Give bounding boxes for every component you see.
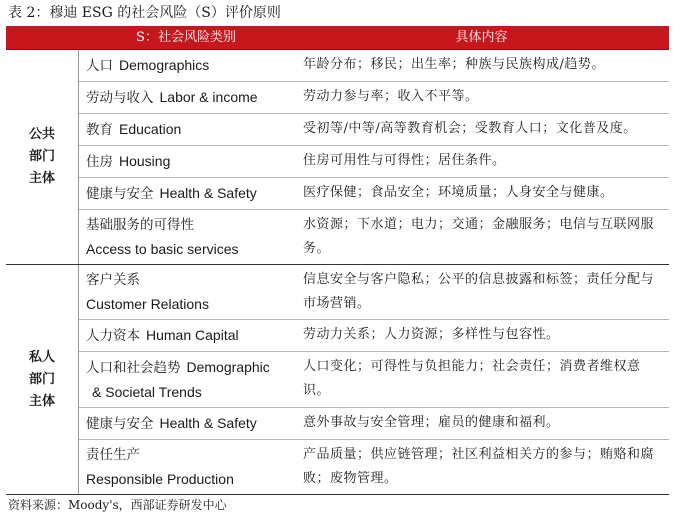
row-content: 年龄分布；移民；出生率；种族与民族构成/趋势。 (303, 57, 605, 72)
category-en: Housing (119, 153, 171, 169)
table-header (6, 26, 669, 49)
header-category-col: S：社会风险类别 (136, 30, 236, 45)
row-content: 水资源；下水道；电力；交通；金融服务；电信与互联网服务。 (303, 217, 655, 256)
group-label: 私人部门主体 (28, 349, 55, 409)
category-zh: 劳动与收入 (86, 90, 154, 106)
group-label: 公共部门主体 (28, 127, 55, 186)
table-row (79, 113, 669, 145)
header-content-col: 具体内容 (455, 30, 508, 45)
category-en: Labor & income (159, 89, 258, 105)
row-content: 医疗保健；食品安全；环境质量；人身安全与健康。 (303, 185, 614, 200)
table-title: 表 2：穆迪 ESG 的社会风险（S）评价原则 (8, 5, 281, 21)
category-zh: 基础服务的可得性 (86, 217, 194, 233)
table-row (79, 145, 669, 177)
category-en-continued: & Societal Trends (92, 384, 202, 400)
category-en: Health & Safety (159, 415, 257, 431)
category-en: Health & Safety (159, 185, 257, 201)
row-content: 劳动力参与率；收入不平等。 (303, 89, 479, 104)
category-zh: 人口和社会趋势 (86, 360, 181, 376)
table-row (79, 209, 669, 264)
category-zh: 健康与安全 (86, 186, 154, 202)
table-row (79, 439, 669, 494)
category-en: Access to basic services (86, 241, 239, 257)
group-private-sector (6, 265, 669, 495)
category-en: Responsible Production (86, 471, 234, 487)
category-zh: 住房 (86, 154, 113, 170)
category-en: Demographic (186, 359, 270, 375)
category-zh: 客户关系 (86, 272, 140, 288)
category-en: Education (119, 121, 182, 137)
table-row (79, 407, 669, 439)
category-en: Demographics (119, 57, 210, 73)
row-content: 信息安全与客户隐私；公平的信息披露和标签；责任分配与市场营销。 (303, 272, 655, 311)
category-zh: 教育 (86, 122, 113, 138)
table-row (79, 351, 669, 407)
category-en: Customer Relations (86, 296, 209, 312)
row-content: 劳动力关系；人力资源；多样性与包容性。 (303, 327, 560, 342)
table-row (79, 265, 669, 319)
table-row (79, 81, 669, 113)
row-content: 受初等/中等/高等教育机会；受教育人口；文化普及度。 (303, 121, 637, 136)
category-zh: 责任生产 (86, 447, 140, 463)
category-zh: 人口 (86, 58, 113, 74)
source-note: 资料来源：Moody's，西部证券研发中心 (8, 498, 227, 512)
category-zh: 人力资本 (86, 328, 140, 344)
group-public-sector (6, 49, 669, 265)
table-row (79, 50, 669, 81)
row-content: 意外事故与安全管理；雇员的健康和福利。 (303, 415, 560, 430)
category-zh: 健康与安全 (86, 416, 154, 432)
row-content: 住房可用性与可得性；居住条件。 (303, 153, 506, 168)
social-risk-table (6, 26, 669, 495)
table-row (79, 319, 669, 351)
table-row (79, 177, 669, 209)
row-content: 人口变化；可得性与负担能力；社会责任；消费者维权意识。 (303, 359, 641, 398)
header-group-col (6, 26, 78, 49)
category-en: Human Capital (146, 327, 239, 343)
row-content: 产品质量；供应链管理；社区利益相关方的参与；贿赂和腐败；废物管理。 (303, 447, 655, 486)
